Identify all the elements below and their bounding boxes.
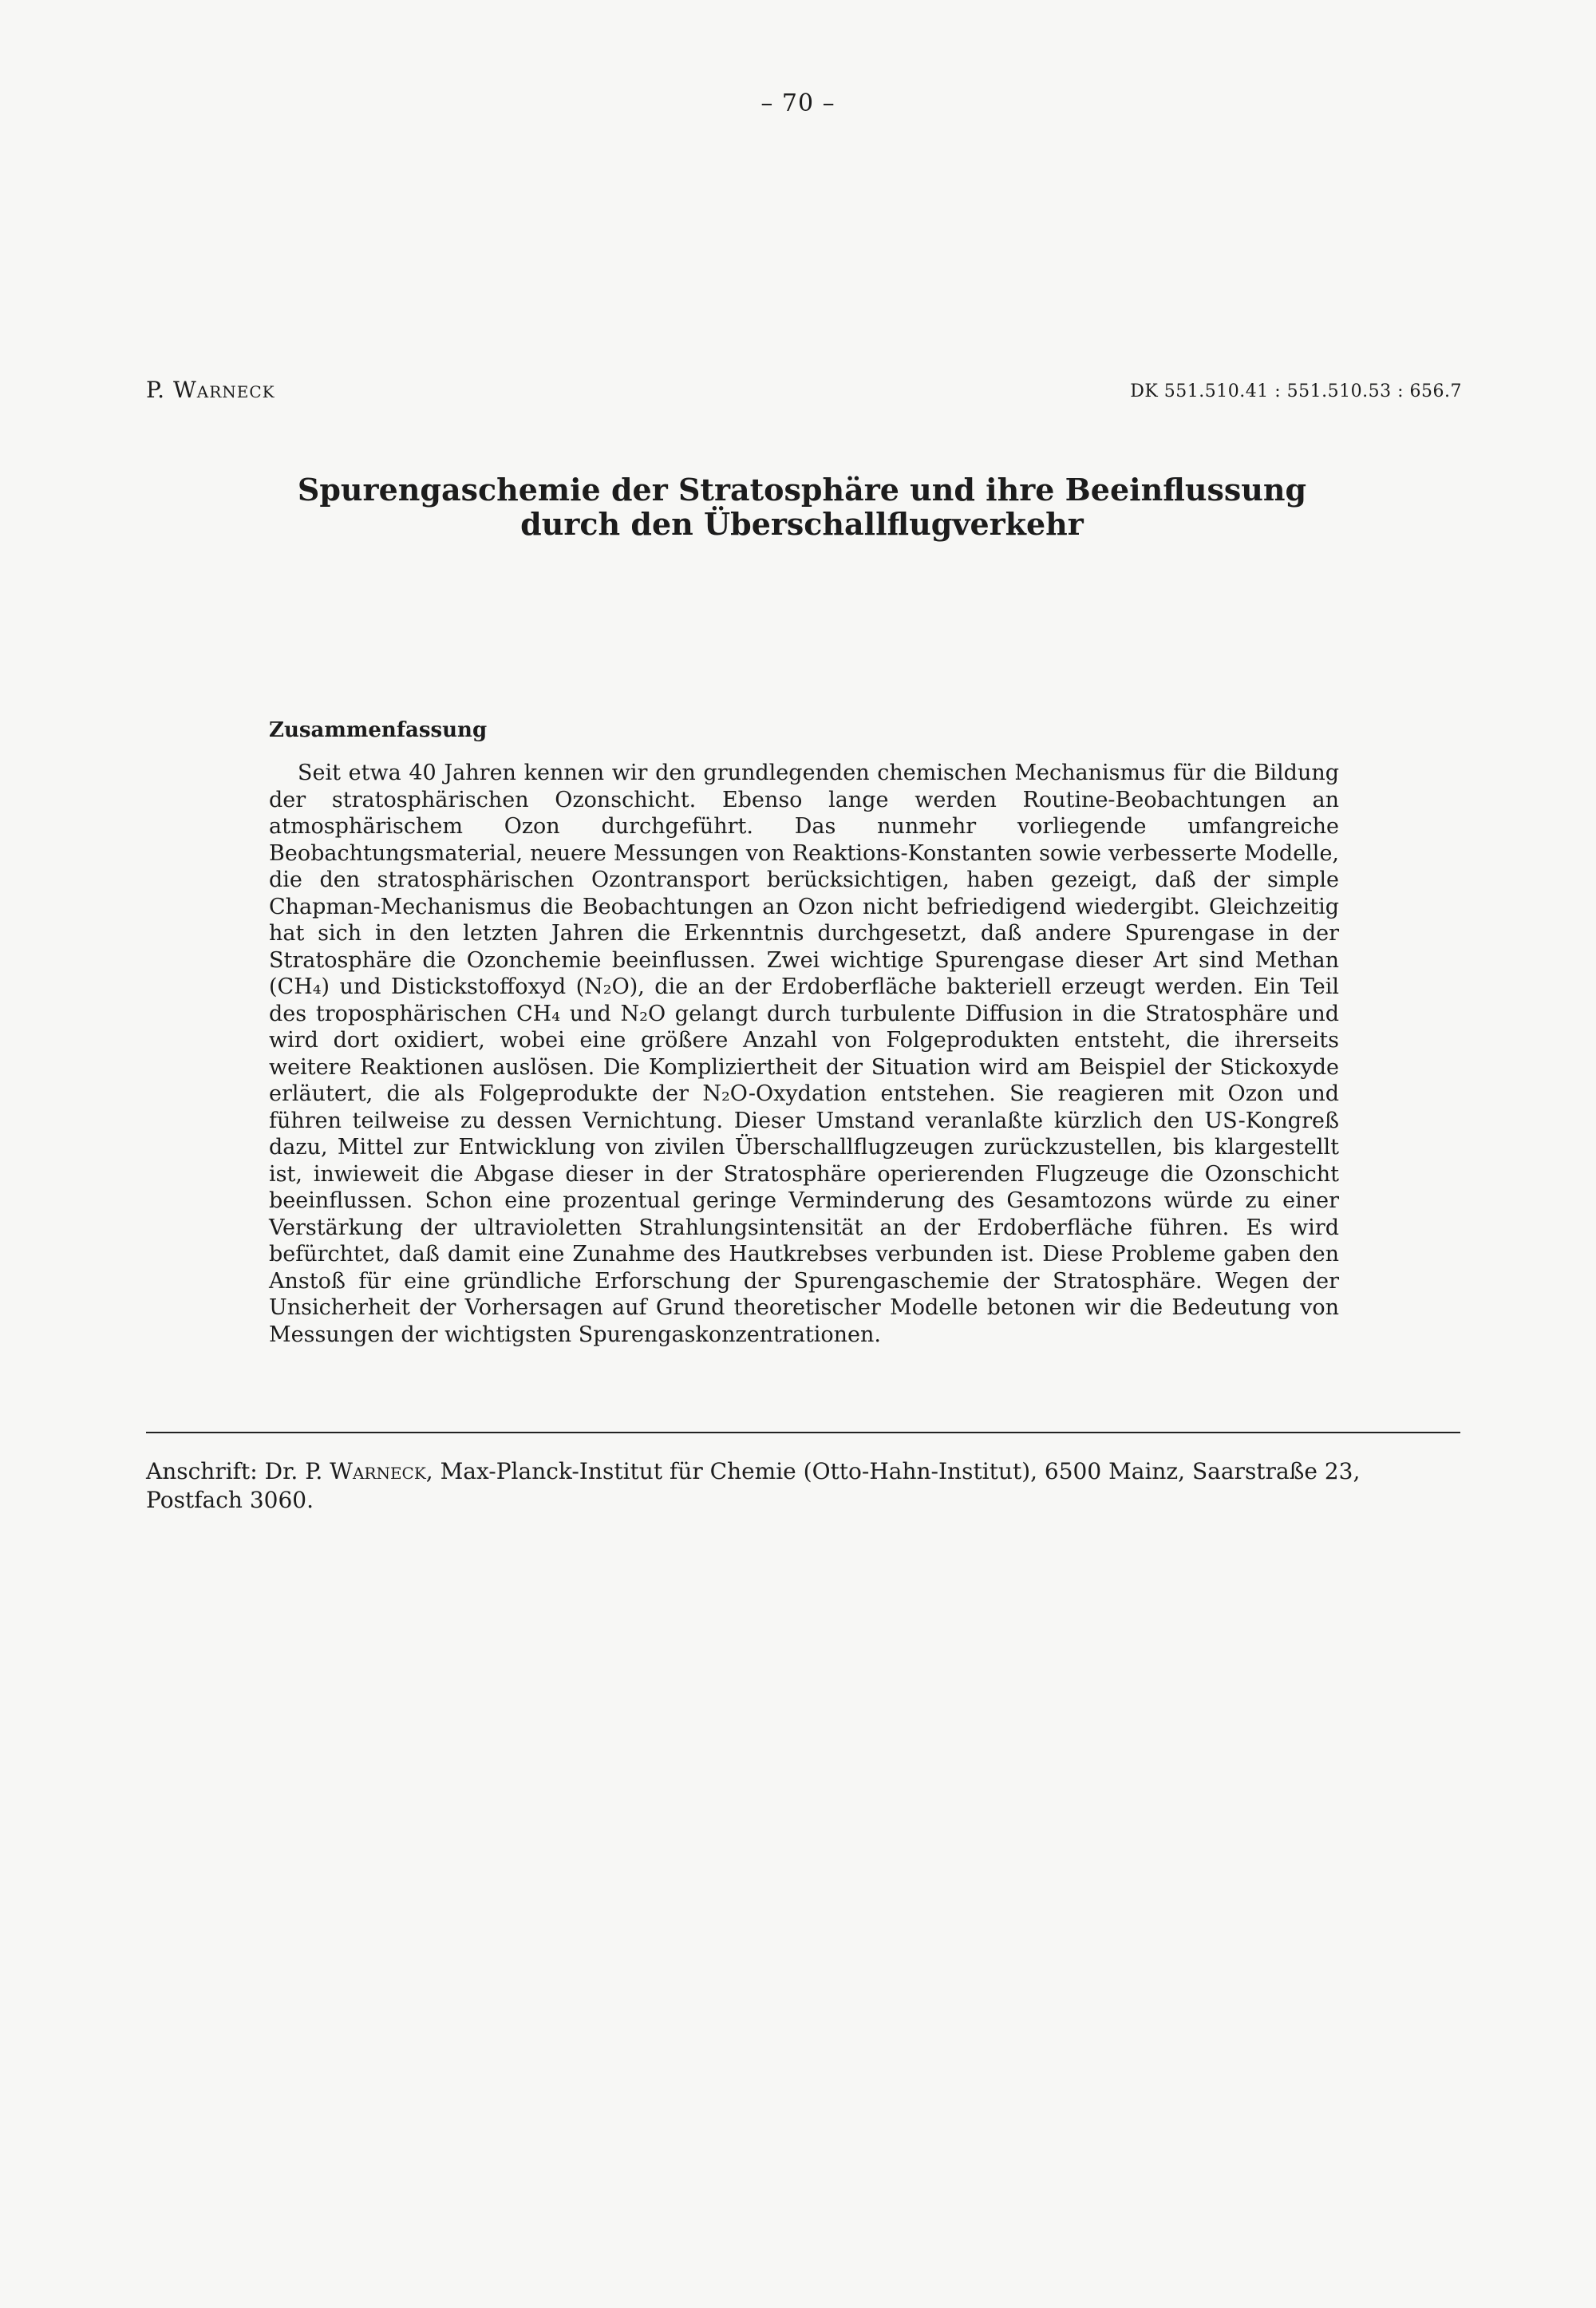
classification-code: DK 551.510.41 : 551.510.53 : 656.7 (1130, 381, 1462, 401)
author-name: P. Warneck (146, 377, 275, 403)
author-address (146, 1457, 1463, 1515)
abstract-section (269, 718, 1339, 1348)
address-name: Warneck (330, 1458, 426, 1484)
page-number: – 70 – (760, 89, 836, 117)
abstract-heading: Zusammenfassung (269, 718, 488, 742)
address-rest: , Max-Planck-Institut für Chemie (Otto-Hahn-Institut), 6500 Mainz, Saarstraße 23, Postfach 3060. (146, 1458, 1361, 1513)
footnote-divider (146, 1432, 1460, 1433)
address-prefix: Dr. P. (264, 1458, 323, 1484)
address-label: Anschrift: (146, 1458, 258, 1484)
abstract-text: Seit etwa 40 Jahren kennen wir den grundlegenden chemischen Mechanismus für die Bildung der stratosphärischen Ozonschicht. Ebenso lange werden Routine-Beobachtungen an atmosphärischem Ozon durchgeführt. Das nunmehr vorliegende umfangreiche Beobachtungsmaterial, neuere Messungen von Reaktions-Konstanten sowie verbesserte Modelle, die den stratosphärischen Ozontransport berücksichtigen, haben gezeigt, daß der simple Chapman-Mechanismus die Beobachtungen an Ozon nicht befriedigend wiedergibt. Gleichzeitig hat sich in den letzten Jahren die Erkenntnis durchgesetzt, daß andere Spurengase in der Stratosphäre die Ozonchemie beeinflussen. Zwei wichtige Spurengase dieser Art sind Methan (CH₄) und Distickstoffoxyd (N₂O), die an der Erdoberfläche bakteriell erzeugt werden. Ein Teil des troposphärischen CH₄ und N₂O gelangt durch turbulente Diffusion in die Stratosphäre und wird dort oxidiert, wobei eine größere Anzahl von Folgeprodukten entsteht, die ihrerseits weitere Reaktionen auslösen. Die Kompliziertheit der Situation wird am Beispiel der Stickoxyde erläutert, die als Folgeprodukte der N₂O-Oxydation entstehen. Sie reagieren mit Ozon und führen teilweise zu dessen Vernichtung. Dieser Umstand veranlaßte kürzlich den US-Kongreß dazu, Mittel zur Entwicklung von zivilen Überschallflugzeugen zurückzustellen, bis klargestellt ist, inwieweit die Abgase dieser in der Stratosphäre operierenden Flugzeuge die Ozonschicht beeinflussen. Schon eine prozentual geringe Verminderung des Gesamtozons würde zu einer Verstärkung der ultravioletten Strahlungsintensität an der Erdoberfläche führen. Es wird befürchtet, daß damit eine Zunahme des Hautkrebses verbunden ist. Diese Probleme gaben den Anstoß für eine gründliche Erforschung der Spurengaschemie der Stratosphäre. Wegen der Unsicherheit der Vorhersagen auf Grund theoretischer Modelle betonen wir die Bedeutung von Messungen der wichtigsten Spurengaskonzentrationen. (269, 761, 1339, 1347)
paper-title: Spurengaschemie der Stratosphäre und ihre Beeinflussung durch den Überschallflugverkehr (297, 472, 1307, 542)
